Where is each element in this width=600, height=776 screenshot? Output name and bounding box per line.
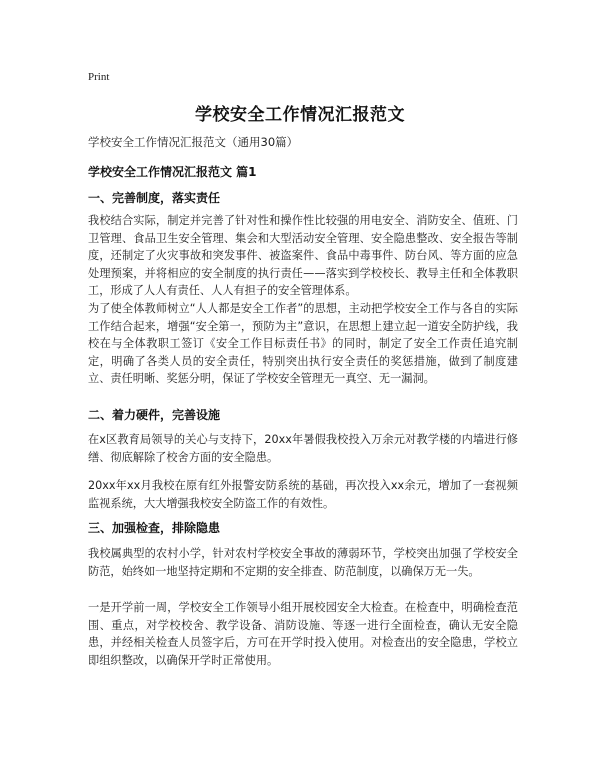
section-3-heading: 三、加强检查，排除隐患	[88, 521, 221, 535]
document-subtitle: 学校安全工作情况汇报范文（通用30篇）	[88, 135, 299, 149]
section-1-heading: 一、完善制度，落实责任	[88, 191, 221, 205]
page-title: 学校安全工作情况汇报范文	[195, 105, 405, 125]
section-1-paragraph-2: 为了使全体教师树立“人人都是安全工作者”的思想，主动把学校安全工作与各自的实际工作结合起来，增强“安全第一，预防为主”意识，在思想上建立起一道安全防护线，我校在与全体教职工签订《安全工作目标责任书》的同时，制定了安全工作责任追究制定，明确了各类人员的安全责任，特别突出执行安全责任的奖惩措施，做到了制度建立、责任明晰、奖惩分明，保证了学校安全管理无一真空、无一漏洞。	[88, 302, 518, 385]
section-2-heading: 二、着力硬件，完善设施	[88, 408, 221, 422]
section-3-paragraph-1: 我校属典型的农村小学，针对农村学校安全事故的薄弱环节，学校突出加强了学校安全防范，始终如一地坚持定期和不定期的安全排查、防范制度，以确保万无一失。	[88, 547, 518, 578]
print-label[interactable]: Print	[88, 71, 110, 83]
section-2-paragraph-1: 在x区教育局领导的关心与支持下，20xx年暑假我校投入万余元对教学楼的内墙进行修缮、彻底解除了校舍方面的安全隐患。	[88, 433, 518, 464]
article-heading: 学校安全工作情况汇报范文 篇1	[88, 165, 257, 179]
section-3-paragraph-2: 一是开学前一周，学校安全工作领导小组开展校园安全大检查。在检查中，明确检查范围、重点，对学校校舍、教学设备、消防设施、等逐一进行全面检查，确认无安全隐患，并经相关检查人员签字后，方可在开学时投入使用。对检查出的安全隐患，学校立即组织整改，以确保开学时正常使用。	[88, 601, 518, 667]
section-2-paragraph-2: 20xx年xx月我校在原有红外报警安防系统的基础，再次投入xx余元，增加了一套视频监视系统，大大增强我校安全防盗工作的有效性。	[88, 479, 518, 510]
section-1-paragraph-1: 我校结合实际，制定并完善了针对性和操作性比较强的用电安全、消防安全、值班、门卫管理、食品卫生安全管理、集会和大型活动安全管理、安全隐患整改、安全报告等制度，还制定了火灾事故和突发事件、被盗案件、食品中毒事件、防台风、等方面的应急处理预案，并将相应的安全制度的执行责任——落实到学校校长、教导主任和全体教职工，形成了人人有责任、人人有担子的安全管理体系。	[88, 214, 518, 297]
